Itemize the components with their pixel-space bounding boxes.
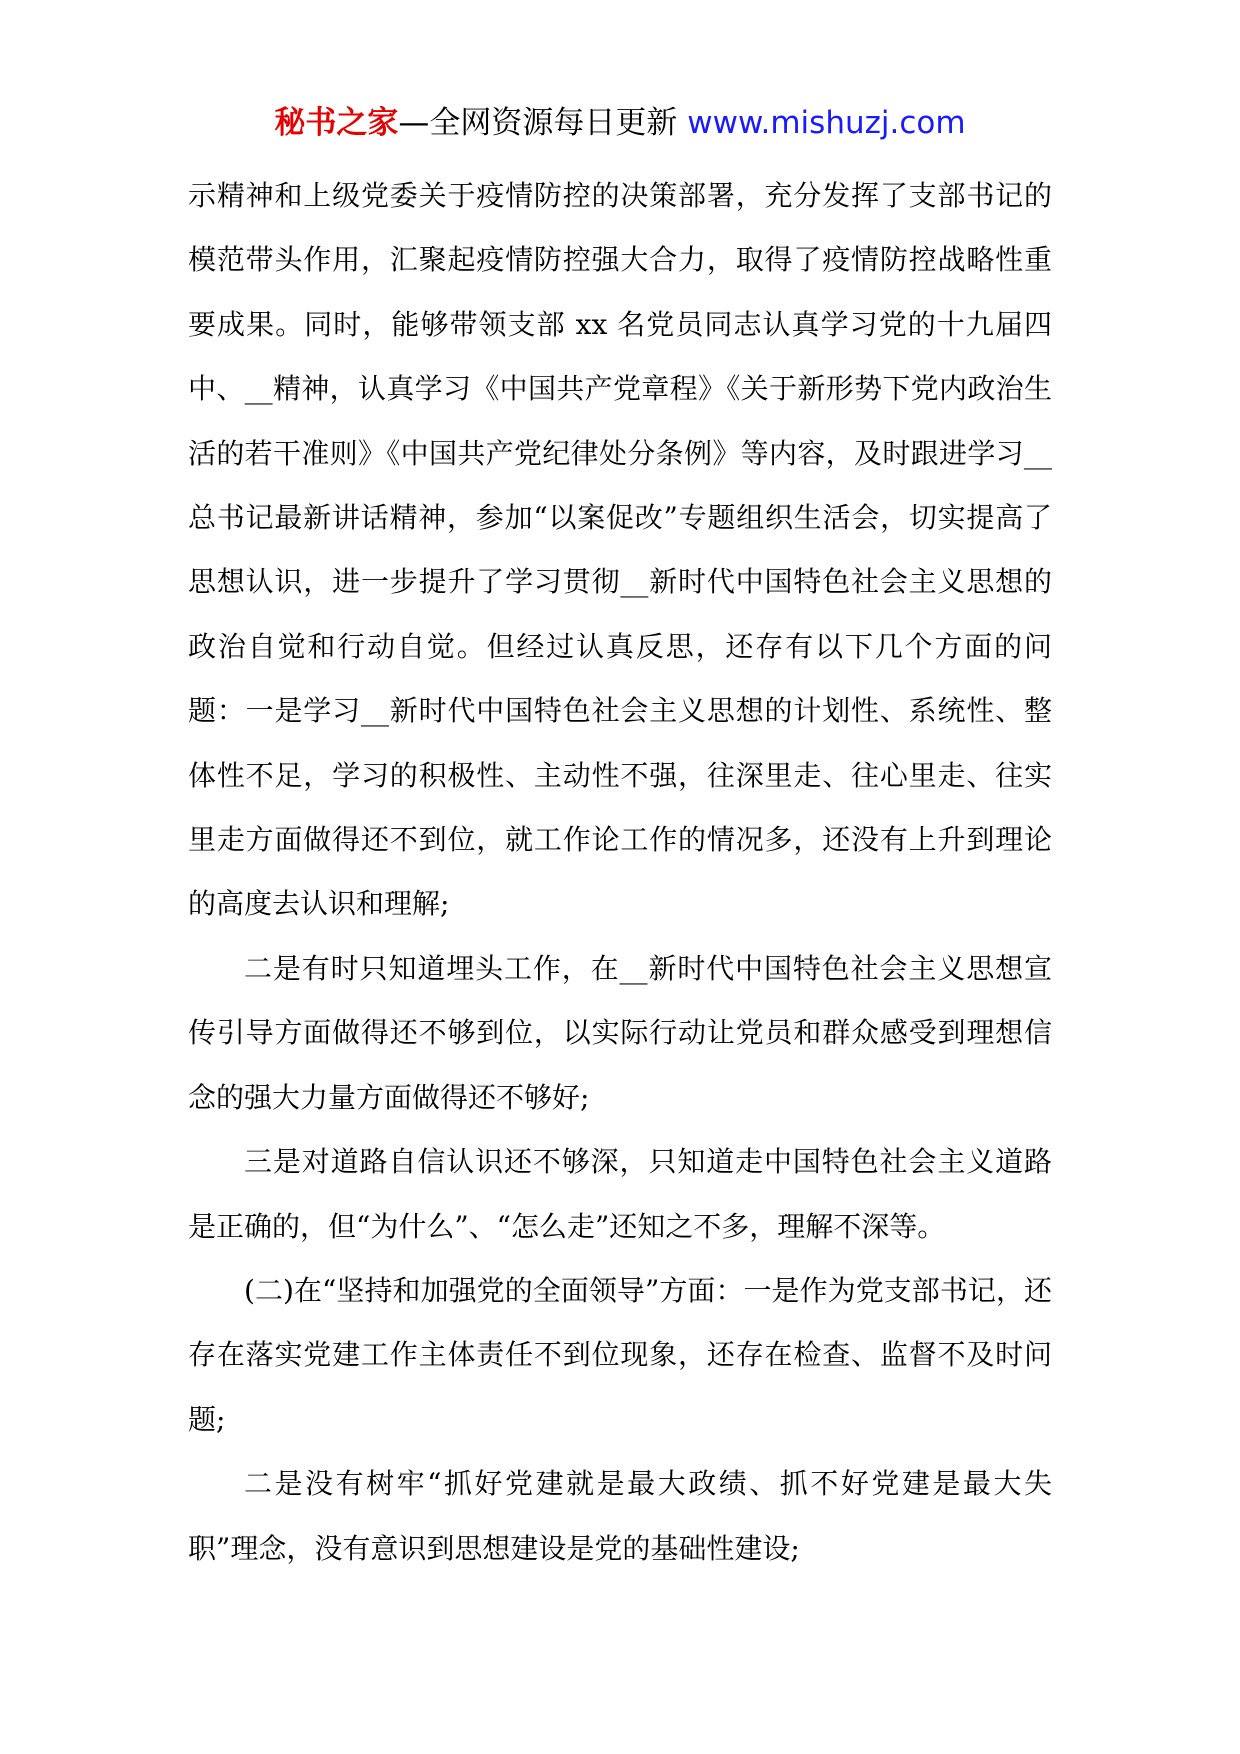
site-brand: 秘书之家 — [274, 105, 399, 141]
page-header — [0, 100, 1240, 146]
paragraph-section-two-point-two: 二是没有树牢“抓好党建就是最大政绩、抓不好党建是最大失职”理念，没有意识到思想建设是党的基础性建设; — [188, 1467, 1052, 1565]
paragraph-section-two: (二)在“坚持和加强党的全面领导”方面：一是作为党支部书记，还存在落实党建工作主体责任不到位现象，还存在检查、监督不及时问题; — [188, 1273, 1052, 1436]
paragraph-point-two: 二是有时只知道埋头工作，在__新时代中国特色社会主义思想宣传引导方面做得还不够到位，以实际行动让党员和群众感受到理想信念的强大力量方面做得还不够好; — [188, 951, 1052, 1114]
paragraph-point-three: 三是对道路自信认识还不够深，只知道走中国特色社会主义道路是正确的，但“为什么”、“怎么走”还知之不多，理解不深等。 — [188, 1145, 1052, 1243]
paragraph-continuation: 示精神和上级党委关于疫情防控的决策部署，充分发挥了支部书记的模范带头作用，汇聚起疫情防控强大合力，取得了疫情防控战略性重要成果。同时，能够带领支部 xx 名党员同志认真学习党的十九届四中、__精神，认真学习《中国共产党章程》《关于新形势下党内政治生活的若干准则》《中国共产党纪律处分条例》等内容，及时跟进学习__总书记最新讲话精神，参加“以案促改”专题组织生活会，切实提高了思想认识，进一步提升了学习贯彻__新时代中国特色社会主义思想的政治自觉和行动自觉。但经过认真反思，还存有以下几个方面的问题：一是学习__新时代中国特色社会主义思想的计划性、系统性、整体性不足，学习的积极性、主动性不强，往深里走、往心里走、往实里走方面做得还不到位，就工作论工作的情况多，还没有上升到理论的高度去认识和理解; — [188, 179, 1052, 921]
site-tagline: —全网资源每日更新 — [398, 105, 678, 141]
document-body — [188, 164, 1052, 1581]
site-url-link[interactable]: www.mishuzj.com — [687, 105, 966, 141]
